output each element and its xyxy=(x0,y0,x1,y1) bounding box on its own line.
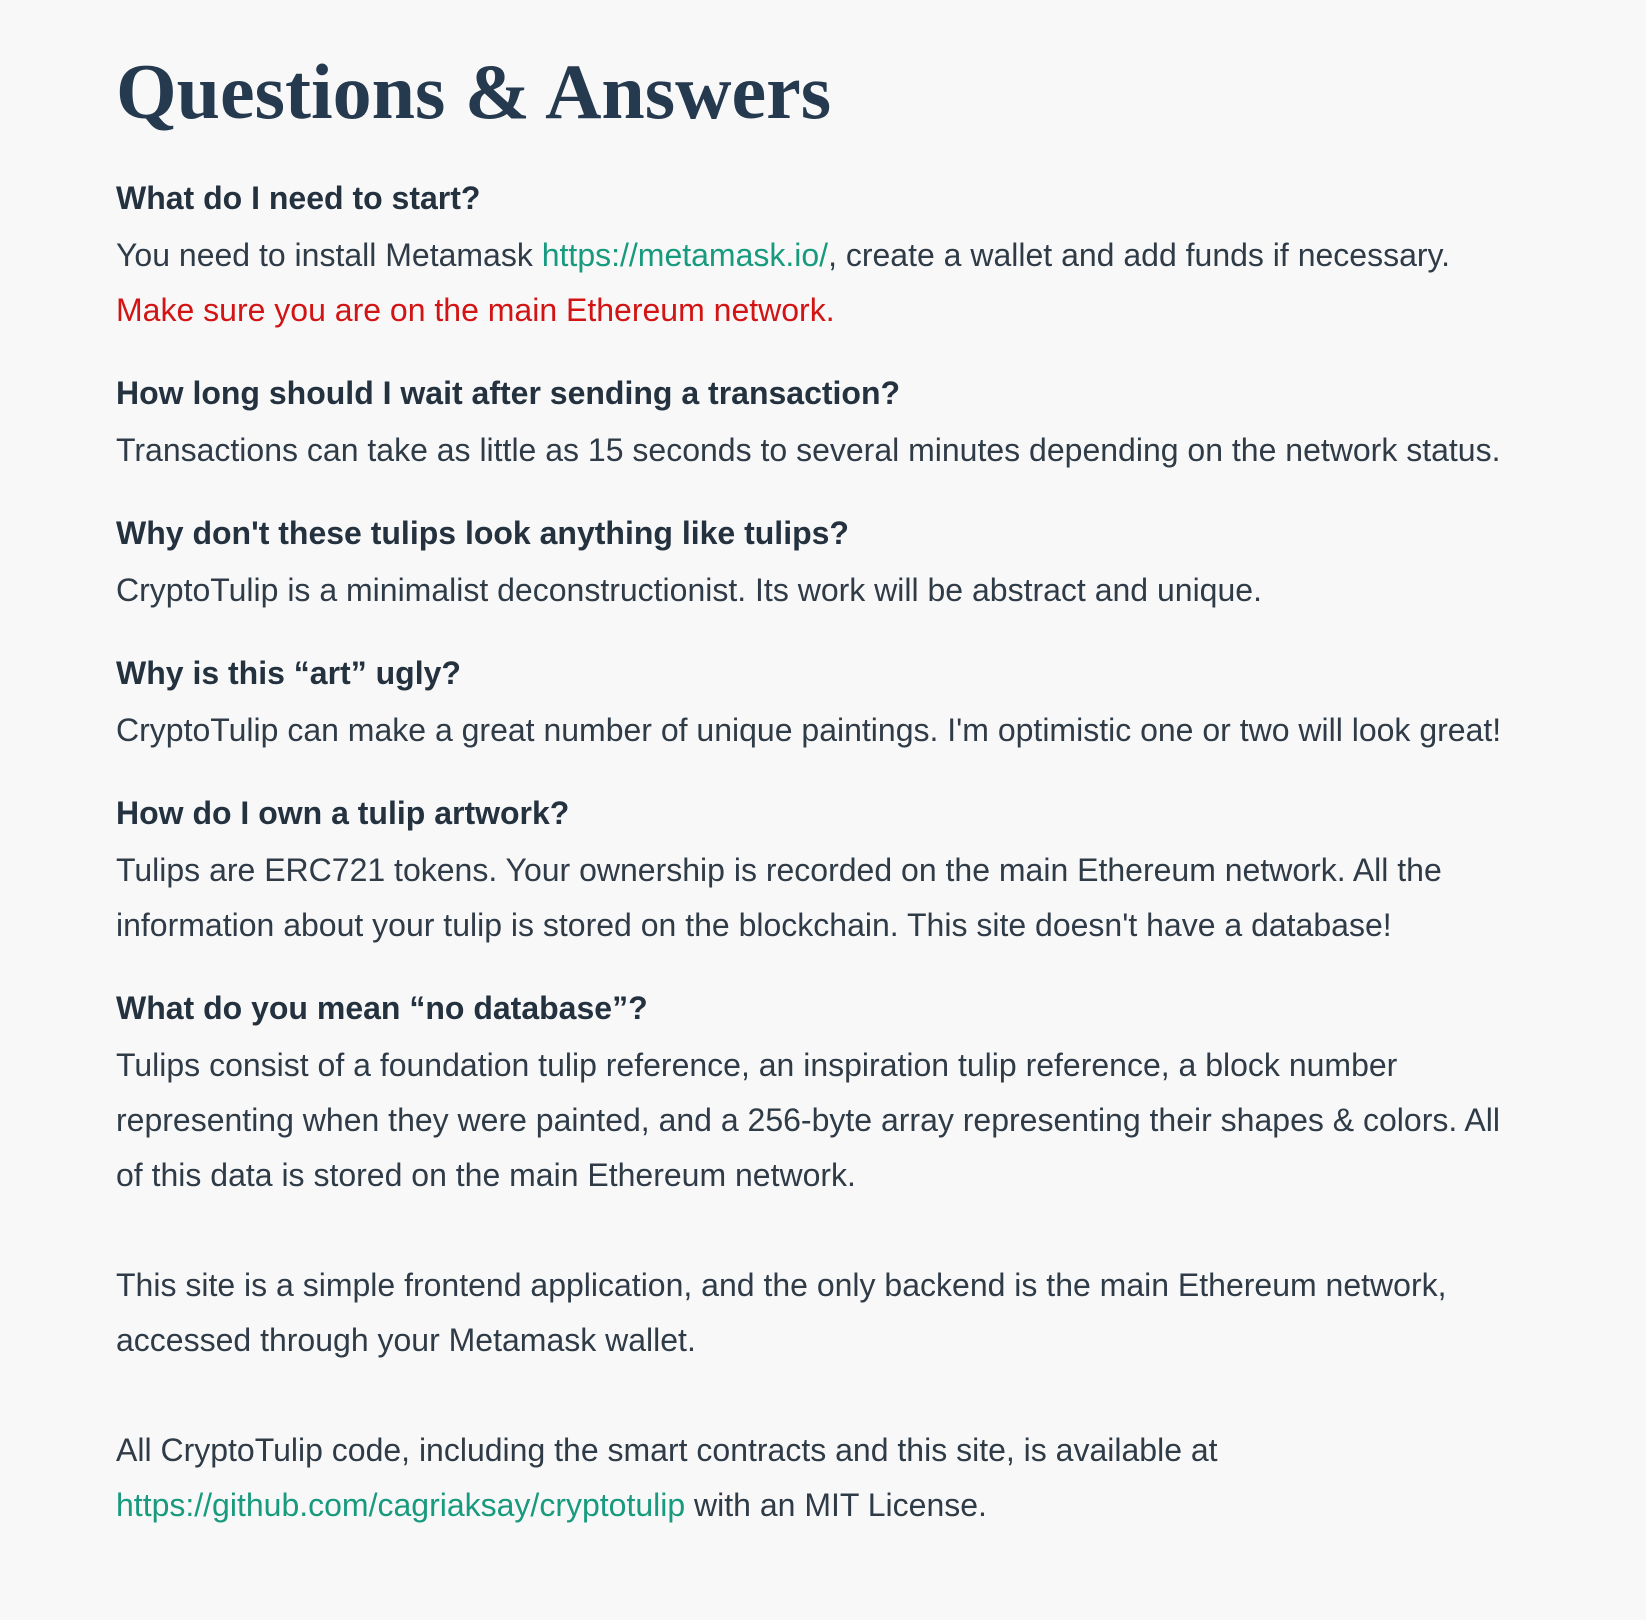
metamask-link[interactable]: https://metamask.io/ xyxy=(541,237,829,273)
faq-answer: Transactions can take as little as 15 seconds to several minutes depending on the network status. xyxy=(116,432,1501,468)
faq-answer: CryptoTulip can make a great number of unique paintings. I'm optimistic one or two will look great! xyxy=(116,712,1502,748)
faq-answer: Tulips are ERC721 tokens. Your ownership is recorded on the main Ethereum network. All the information about your tulip is stored on the blockchain. This site doesn't have a database! xyxy=(116,852,1442,943)
faq-item xyxy=(116,653,1530,758)
faq-answer: CryptoTulip is a minimalist deconstructionist. Its work will be abstract and unique. xyxy=(116,572,1262,608)
faq-answer xyxy=(116,228,1530,338)
faq-answer: Tulips consist of a foundation tulip reference, an inspiration tulip reference, a block number representing when they were painted, and a 256-byte array representing their shapes & colors. All of this data is stored on the main Ethereum network. xyxy=(116,1047,1500,1193)
faq-question: Why don't these tulips look anything like tulips? xyxy=(116,515,849,551)
answer-text: You need to install Metamask xyxy=(116,237,542,273)
faq-item xyxy=(116,793,1530,953)
backend-note: This site is a simple frontend application, and the only backend is the main Ethereum network, accessed through your Metamask wallet. xyxy=(116,1267,1447,1358)
page-title: Questions & Answers xyxy=(116,48,832,135)
answer-text: , create a wallet and add funds if necessary. xyxy=(828,237,1451,273)
faq-question: What do you mean “no database”? xyxy=(116,990,648,1026)
faq-item xyxy=(116,988,1530,1203)
faq-question: How long should I wait after sending a transaction? xyxy=(116,375,901,411)
code-note xyxy=(116,1423,1530,1533)
faq-item xyxy=(116,373,1530,478)
network-warning: Make sure you are on the main Ethereum network. xyxy=(116,292,835,328)
github-link[interactable]: https://github.com/cagriaksay/cryptotulip xyxy=(116,1487,686,1523)
faq-item xyxy=(116,178,1530,338)
faq-question: How do I own a tulip artwork? xyxy=(116,795,570,831)
faq-item xyxy=(116,513,1530,618)
code-note-text: All CryptoTulip code, including the smart contracts and this site, is available at xyxy=(116,1432,1218,1468)
faq-question: Why is this “art” ugly? xyxy=(116,655,461,691)
code-note-text: with an MIT License. xyxy=(685,1487,987,1523)
faq-question: What do I need to start? xyxy=(116,180,481,216)
